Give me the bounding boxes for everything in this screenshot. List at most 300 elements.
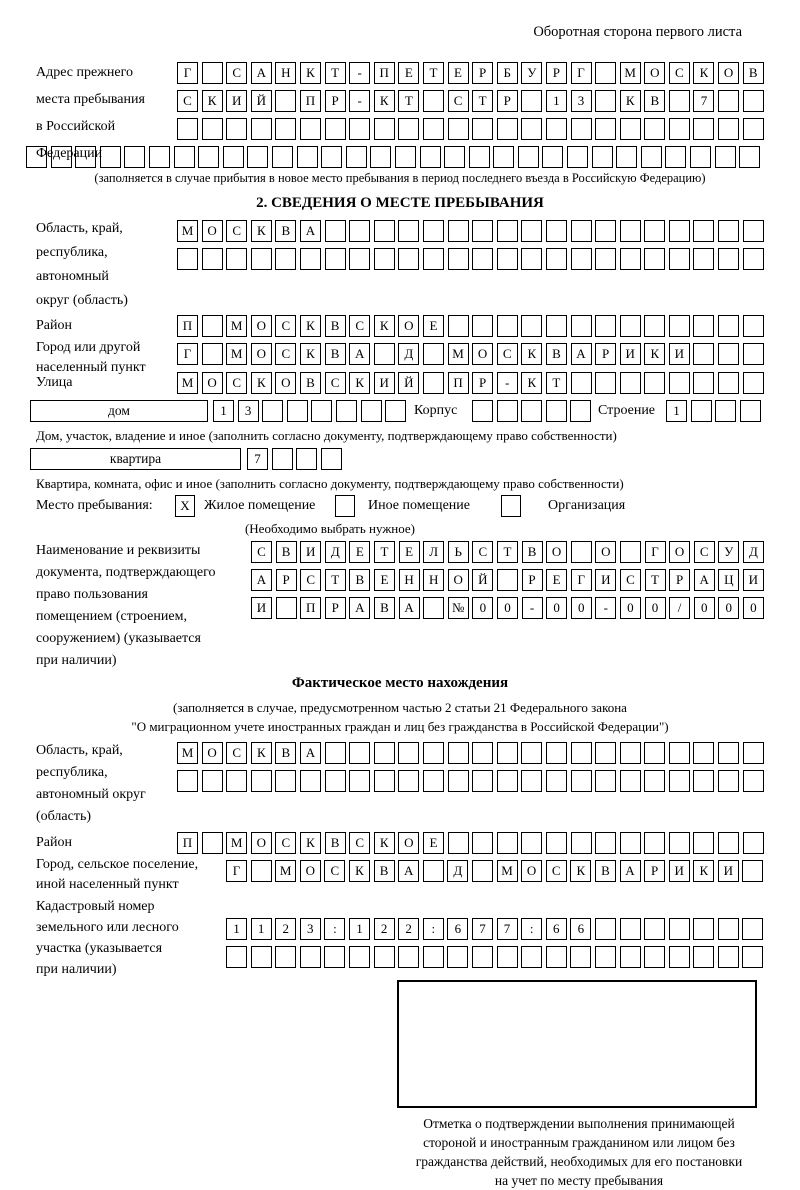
char-cell[interactable]: И (374, 372, 395, 394)
checkbox-other-premises[interactable] (335, 495, 355, 517)
char-cell[interactable] (595, 946, 616, 968)
char-cell[interactable] (448, 832, 469, 854)
char-cell[interactable] (297, 146, 318, 168)
char-cell[interactable] (374, 770, 395, 792)
char-cell[interactable]: 0 (718, 597, 739, 619)
char-cell[interactable]: Р (472, 372, 493, 394)
char-cell[interactable]: К (374, 90, 395, 112)
char-cell[interactable] (202, 770, 223, 792)
char-cell[interactable] (251, 248, 272, 270)
char-cell[interactable] (374, 946, 395, 968)
char-cell[interactable]: 1 (349, 918, 370, 940)
char-cell[interactable]: А (349, 597, 370, 619)
char-cell[interactable]: Е (374, 569, 395, 591)
char-cell[interactable]: К (251, 742, 272, 764)
char-cell[interactable] (420, 146, 441, 168)
char-cell[interactable] (742, 918, 763, 940)
char-cell[interactable] (497, 315, 518, 337)
char-cell[interactable]: С (177, 90, 198, 112)
char-cell[interactable]: Р (276, 569, 297, 591)
char-cell[interactable] (423, 597, 444, 619)
char-cell[interactable]: И (669, 860, 690, 882)
char-cell[interactable]: К (300, 832, 321, 854)
char-cell[interactable] (311, 400, 332, 422)
char-cell[interactable]: - (349, 90, 370, 112)
char-cell[interactable] (275, 118, 296, 140)
char-cell[interactable] (251, 770, 272, 792)
char-cell[interactable] (718, 742, 739, 764)
char-cell[interactable] (423, 220, 444, 242)
char-cell[interactable] (395, 146, 416, 168)
char-cell[interactable] (275, 770, 296, 792)
char-cell[interactable] (644, 248, 665, 270)
char-cell[interactable] (571, 742, 592, 764)
char-cell[interactable] (272, 448, 293, 470)
char-cell[interactable] (743, 220, 764, 242)
char-cell[interactable] (571, 220, 592, 242)
char-cell[interactable] (370, 146, 391, 168)
char-cell[interactable] (542, 146, 563, 168)
confirmation-stamp-area[interactable] (397, 980, 757, 1108)
char-cell[interactable]: Г (571, 569, 592, 591)
char-cell[interactable]: О (669, 541, 690, 563)
char-cell[interactable] (51, 146, 72, 168)
char-cell[interactable] (174, 146, 195, 168)
char-cell[interactable]: К (693, 62, 714, 84)
char-cell[interactable]: С (275, 343, 296, 365)
char-cell[interactable]: Т (325, 569, 346, 591)
char-cell[interactable]: В (300, 372, 321, 394)
char-cell[interactable] (398, 742, 419, 764)
char-cell[interactable] (571, 770, 592, 792)
char-cell[interactable]: В (374, 597, 395, 619)
char-cell[interactable] (718, 770, 739, 792)
char-cell[interactable] (423, 946, 444, 968)
char-cell[interactable] (374, 343, 395, 365)
char-cell[interactable]: Е (423, 315, 444, 337)
char-cell[interactable] (669, 90, 690, 112)
char-cell[interactable] (571, 315, 592, 337)
char-cell[interactable] (570, 400, 591, 422)
char-cell[interactable] (644, 946, 665, 968)
char-cell[interactable]: 0 (571, 597, 592, 619)
checkbox-residential[interactable]: X (175, 495, 195, 517)
char-cell[interactable] (693, 770, 714, 792)
char-cell[interactable] (272, 146, 293, 168)
char-cell[interactable] (718, 248, 739, 270)
char-cell[interactable]: М (226, 343, 247, 365)
char-cell[interactable]: И (669, 343, 690, 365)
char-cell[interactable] (398, 118, 419, 140)
char-cell[interactable]: 3 (571, 90, 592, 112)
char-cell[interactable]: С (324, 860, 345, 882)
char-cell[interactable]: С (226, 742, 247, 764)
char-cell[interactable] (669, 918, 690, 940)
checkbox-organization[interactable] (501, 495, 521, 517)
char-cell[interactable] (325, 248, 346, 270)
char-cell[interactable]: С (497, 343, 518, 365)
char-cell[interactable]: К (349, 860, 370, 882)
char-cell[interactable] (300, 118, 321, 140)
char-cell[interactable] (546, 400, 567, 422)
char-cell[interactable] (693, 315, 714, 337)
char-cell[interactable] (743, 315, 764, 337)
char-cell[interactable]: К (521, 372, 542, 394)
char-cell[interactable]: 6 (447, 918, 468, 940)
char-cell[interactable] (324, 946, 345, 968)
char-cell[interactable]: Р (595, 343, 616, 365)
char-cell[interactable]: Д (325, 541, 346, 563)
char-cell[interactable]: Т (472, 90, 493, 112)
char-cell[interactable] (444, 146, 465, 168)
char-cell[interactable] (497, 220, 518, 242)
char-cell[interactable] (275, 946, 296, 968)
char-cell[interactable]: Б (497, 62, 518, 84)
char-cell[interactable]: Г (177, 343, 198, 365)
char-cell[interactable]: С (694, 541, 715, 563)
char-cell[interactable]: В (275, 220, 296, 242)
char-cell[interactable] (743, 770, 764, 792)
char-cell[interactable]: М (497, 860, 518, 882)
char-cell[interactable]: И (718, 860, 739, 882)
char-cell[interactable] (620, 770, 641, 792)
char-cell[interactable] (521, 770, 542, 792)
char-cell[interactable]: 0 (620, 597, 641, 619)
char-cell[interactable]: Р (546, 62, 567, 84)
char-cell[interactable]: И (300, 541, 321, 563)
char-cell[interactable] (448, 770, 469, 792)
char-cell[interactable]: О (275, 372, 296, 394)
char-cell[interactable]: О (398, 315, 419, 337)
char-cell[interactable] (448, 248, 469, 270)
char-cell[interactable] (325, 118, 346, 140)
char-cell[interactable] (423, 372, 444, 394)
char-cell[interactable] (385, 400, 406, 422)
char-cell[interactable] (644, 220, 665, 242)
char-cell[interactable] (521, 946, 542, 968)
char-cell[interactable] (693, 220, 714, 242)
char-cell[interactable] (493, 146, 514, 168)
char-cell[interactable] (743, 832, 764, 854)
char-cell[interactable]: В (595, 860, 616, 882)
char-cell[interactable]: С (251, 541, 272, 563)
char-cell[interactable] (595, 770, 616, 792)
char-cell[interactable] (595, 742, 616, 764)
char-cell[interactable]: С (669, 62, 690, 84)
char-cell[interactable] (497, 248, 518, 270)
char-cell[interactable]: Ь (448, 541, 469, 563)
char-cell[interactable]: 0 (694, 597, 715, 619)
char-cell[interactable]: К (693, 860, 714, 882)
char-cell[interactable]: Р (644, 860, 665, 882)
char-cell[interactable]: К (349, 372, 370, 394)
char-cell[interactable] (497, 118, 518, 140)
char-cell[interactable]: А (251, 62, 272, 84)
char-cell[interactable]: В (325, 832, 346, 854)
char-cell[interactable]: 0 (743, 597, 764, 619)
char-cell[interactable] (595, 918, 616, 940)
char-cell[interactable] (571, 832, 592, 854)
char-cell[interactable]: : (423, 918, 444, 940)
char-cell[interactable] (177, 248, 198, 270)
char-cell[interactable] (546, 248, 567, 270)
char-cell[interactable] (669, 946, 690, 968)
char-cell[interactable]: Л (423, 541, 444, 563)
char-cell[interactable] (448, 220, 469, 242)
char-cell[interactable]: В (276, 541, 297, 563)
char-cell[interactable]: Т (546, 372, 567, 394)
char-cell[interactable] (349, 220, 370, 242)
char-cell[interactable] (718, 343, 739, 365)
char-cell[interactable] (546, 315, 567, 337)
char-cell[interactable]: - (522, 597, 543, 619)
char-cell[interactable] (669, 372, 690, 394)
char-cell[interactable] (620, 742, 641, 764)
char-cell[interactable] (641, 146, 662, 168)
char-cell[interactable] (546, 946, 567, 968)
char-cell[interactable]: О (472, 343, 493, 365)
char-cell[interactable] (620, 315, 641, 337)
char-cell[interactable] (644, 118, 665, 140)
char-cell[interactable]: Й (472, 569, 493, 591)
char-cell[interactable] (739, 146, 760, 168)
char-cell[interactable] (226, 248, 247, 270)
char-cell[interactable]: П (300, 90, 321, 112)
char-cell[interactable]: : (324, 918, 345, 940)
char-cell[interactable]: 0 (645, 597, 666, 619)
char-cell[interactable] (202, 315, 223, 337)
char-cell[interactable] (300, 248, 321, 270)
char-cell[interactable]: К (300, 315, 321, 337)
char-cell[interactable] (226, 118, 247, 140)
char-cell[interactable] (198, 146, 219, 168)
char-cell[interactable]: К (300, 62, 321, 84)
char-cell[interactable]: К (521, 343, 542, 365)
char-cell[interactable]: С (546, 860, 567, 882)
char-cell[interactable]: М (177, 742, 198, 764)
char-cell[interactable] (448, 315, 469, 337)
char-cell[interactable]: Р (325, 90, 346, 112)
char-cell[interactable] (693, 832, 714, 854)
char-cell[interactable] (275, 90, 296, 112)
char-cell[interactable]: С (226, 372, 247, 394)
char-cell[interactable] (743, 343, 764, 365)
char-cell[interactable]: И (595, 569, 616, 591)
char-cell[interactable] (715, 146, 736, 168)
char-cell[interactable] (595, 220, 616, 242)
char-cell[interactable] (374, 248, 395, 270)
char-cell[interactable]: К (374, 832, 395, 854)
char-cell[interactable] (226, 946, 247, 968)
char-cell[interactable]: С (226, 220, 247, 242)
char-cell[interactable] (691, 400, 712, 422)
char-cell[interactable] (472, 832, 493, 854)
char-cell[interactable]: Г (226, 860, 247, 882)
char-cell[interactable] (226, 770, 247, 792)
char-cell[interactable]: П (448, 372, 469, 394)
char-cell[interactable]: М (177, 372, 198, 394)
char-cell[interactable] (423, 90, 444, 112)
char-cell[interactable]: В (546, 343, 567, 365)
char-cell[interactable] (546, 742, 567, 764)
char-cell[interactable]: В (374, 860, 395, 882)
char-cell[interactable]: М (448, 343, 469, 365)
char-cell[interactable] (690, 146, 711, 168)
char-cell[interactable] (669, 315, 690, 337)
char-cell[interactable] (718, 946, 739, 968)
char-cell[interactable]: М (226, 832, 247, 854)
char-cell[interactable]: К (251, 372, 272, 394)
char-cell[interactable] (349, 118, 370, 140)
char-cell[interactable]: П (300, 597, 321, 619)
char-cell[interactable]: 6 (570, 918, 591, 940)
char-cell[interactable] (349, 946, 370, 968)
char-cell[interactable] (571, 118, 592, 140)
char-cell[interactable] (262, 400, 283, 422)
char-cell[interactable]: О (251, 343, 272, 365)
char-cell[interactable]: - (595, 597, 616, 619)
char-cell[interactable] (325, 220, 346, 242)
char-cell[interactable] (620, 220, 641, 242)
char-cell[interactable]: Г (645, 541, 666, 563)
char-cell[interactable] (247, 146, 268, 168)
char-cell[interactable]: К (251, 220, 272, 242)
char-cell[interactable]: 1 (226, 918, 247, 940)
char-cell[interactable]: О (398, 832, 419, 854)
char-cell[interactable]: В (743, 62, 764, 84)
char-cell[interactable]: Д (447, 860, 468, 882)
char-cell[interactable]: Е (398, 62, 419, 84)
char-cell[interactable] (497, 400, 518, 422)
char-cell[interactable] (546, 118, 567, 140)
char-cell[interactable] (325, 742, 346, 764)
char-cell[interactable] (644, 918, 665, 940)
char-cell[interactable] (521, 742, 542, 764)
char-cell[interactable] (644, 770, 665, 792)
char-cell[interactable]: П (374, 62, 395, 84)
char-cell[interactable]: У (521, 62, 542, 84)
char-cell[interactable]: Н (275, 62, 296, 84)
char-cell[interactable] (521, 248, 542, 270)
char-cell[interactable]: 1 (666, 400, 687, 422)
char-cell[interactable]: С (472, 541, 493, 563)
char-cell[interactable]: Й (398, 372, 419, 394)
char-cell[interactable] (472, 400, 493, 422)
char-cell[interactable]: А (300, 742, 321, 764)
char-cell[interactable]: Н (423, 569, 444, 591)
char-cell[interactable] (124, 146, 145, 168)
char-cell[interactable] (518, 146, 539, 168)
char-cell[interactable] (521, 118, 542, 140)
char-cell[interactable] (472, 770, 493, 792)
char-cell[interactable]: М (226, 315, 247, 337)
char-cell[interactable]: Д (398, 343, 419, 365)
char-cell[interactable]: 1 (251, 918, 272, 940)
char-cell[interactable] (472, 248, 493, 270)
char-cell[interactable]: Ц (718, 569, 739, 591)
char-cell[interactable]: Г (177, 62, 198, 84)
char-cell[interactable] (740, 400, 761, 422)
char-cell[interactable]: О (300, 860, 321, 882)
char-cell[interactable]: Р (472, 62, 493, 84)
char-cell[interactable]: О (202, 372, 223, 394)
char-cell[interactable] (202, 832, 223, 854)
char-cell[interactable] (693, 118, 714, 140)
char-cell[interactable] (202, 248, 223, 270)
char-cell[interactable] (521, 315, 542, 337)
char-cell[interactable] (223, 146, 244, 168)
char-cell[interactable] (497, 946, 518, 968)
char-cell[interactable] (718, 372, 739, 394)
char-cell[interactable] (665, 146, 686, 168)
char-cell[interactable] (742, 860, 763, 882)
char-cell[interactable]: Т (423, 62, 444, 84)
char-cell[interactable] (472, 860, 493, 882)
char-cell[interactable] (448, 118, 469, 140)
char-cell[interactable]: О (644, 62, 665, 84)
char-cell[interactable] (26, 146, 47, 168)
char-cell[interactable] (669, 770, 690, 792)
char-cell[interactable] (644, 832, 665, 854)
char-cell[interactable] (718, 90, 739, 112)
char-cell[interactable]: 3 (300, 918, 321, 940)
char-cell[interactable]: № (448, 597, 469, 619)
char-cell[interactable]: Е (448, 62, 469, 84)
char-cell[interactable] (546, 832, 567, 854)
char-cell[interactable]: А (399, 597, 420, 619)
char-cell[interactable] (398, 946, 419, 968)
char-cell[interactable] (595, 315, 616, 337)
char-cell[interactable] (669, 742, 690, 764)
char-cell[interactable]: 7 (693, 90, 714, 112)
char-cell[interactable]: 2 (398, 918, 419, 940)
char-cell[interactable]: С (349, 832, 370, 854)
char-cell[interactable] (669, 832, 690, 854)
char-cell[interactable]: М (177, 220, 198, 242)
char-cell[interactable] (349, 742, 370, 764)
char-cell[interactable] (300, 770, 321, 792)
char-cell[interactable] (472, 946, 493, 968)
char-cell[interactable] (546, 770, 567, 792)
char-cell[interactable] (718, 118, 739, 140)
char-cell[interactable] (620, 248, 641, 270)
char-cell[interactable] (398, 770, 419, 792)
char-cell[interactable]: А (694, 569, 715, 591)
char-cell[interactable]: 0 (546, 597, 567, 619)
char-cell[interactable]: С (448, 90, 469, 112)
char-cell[interactable]: Й (251, 90, 272, 112)
char-cell[interactable] (521, 90, 542, 112)
char-cell[interactable] (423, 770, 444, 792)
char-cell[interactable] (361, 400, 382, 422)
char-cell[interactable] (336, 400, 357, 422)
char-cell[interactable]: В (349, 569, 370, 591)
char-cell[interactable]: С (325, 372, 346, 394)
char-cell[interactable] (620, 946, 641, 968)
char-cell[interactable]: 1 (213, 400, 234, 422)
char-cell[interactable] (743, 248, 764, 270)
char-cell[interactable]: 6 (546, 918, 567, 940)
char-cell[interactable] (669, 220, 690, 242)
char-cell[interactable]: 7 (247, 448, 268, 470)
char-cell[interactable] (321, 146, 342, 168)
char-cell[interactable] (620, 541, 641, 563)
char-cell[interactable]: Е (399, 541, 420, 563)
char-cell[interactable] (718, 918, 739, 940)
char-cell[interactable]: П (177, 315, 198, 337)
char-cell[interactable] (321, 448, 342, 470)
char-cell[interactable] (546, 220, 567, 242)
